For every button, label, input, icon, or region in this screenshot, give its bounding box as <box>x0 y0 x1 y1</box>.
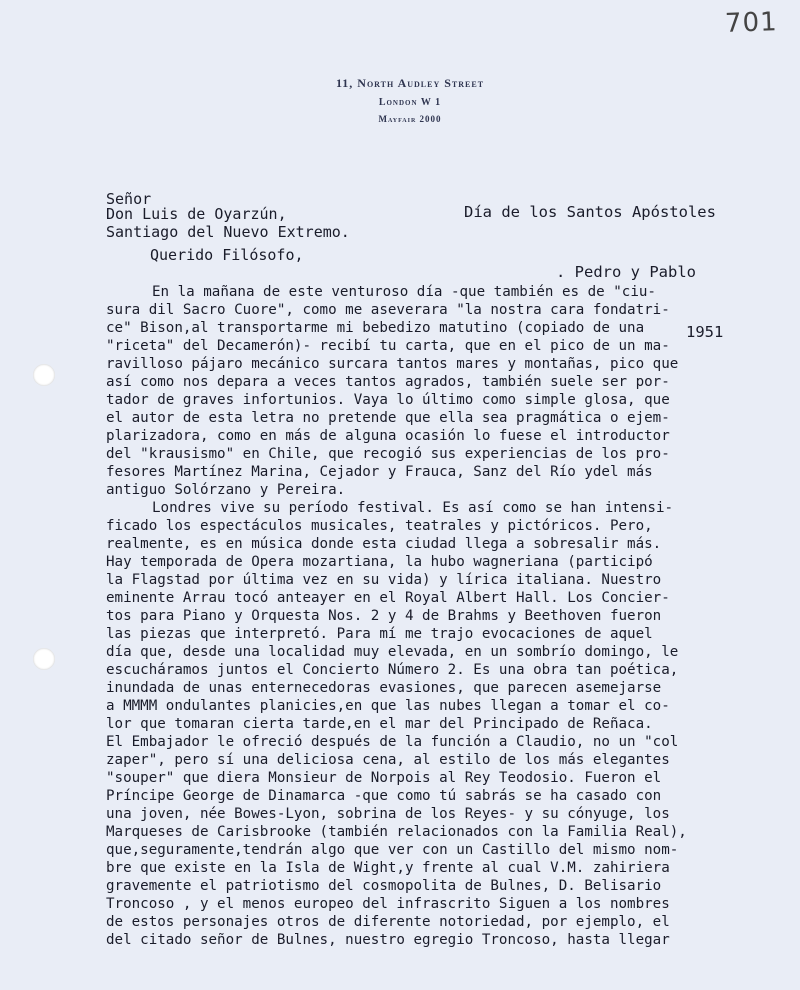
body-line: del "krausismo" en Chile, que recogió sus experiencias de los pro- <box>106 446 670 462</box>
body-line: lor que tomaran cierta tarde,en el mar del Principado de Reñaca. <box>106 716 653 732</box>
body-line: las piezas que interpretó. Para mí me trajo evocaciones de aquel <box>106 626 653 642</box>
letterhead <box>0 76 800 124</box>
archive-number: 701 <box>724 7 779 39</box>
body-line: Londres vive su período festival. Es así como se han intensi- <box>152 500 674 516</box>
body-line: El Embajador le ofreció después de la función a Claudio, no un "col <box>106 734 679 750</box>
body-line: día que, desde una localidad muy elevada, en un sombrío domingo, le <box>106 644 679 660</box>
body-line: inundada de unas enternecedoras evasiones, que parecen asemejarse <box>106 680 662 696</box>
punch-hole-bottom <box>33 648 55 670</box>
body-line: sura dil Sacro Cuore", como me aseverara "la nostra cara fondatri- <box>106 302 670 318</box>
body-line: del citado señor de Bulnes, nuestro egregio Troncoso, hasta llegar <box>106 932 670 948</box>
date-line: Día de los Santos Apóstoles <box>464 203 716 221</box>
body-line: gravemente el patriotismo del cosmopolita de Bulnes, D. Belisario <box>106 878 662 894</box>
body-line: eminente Arrau tocó anteayer en el Royal Albert Hall. Los Concier- <box>106 590 670 606</box>
body-line: que,seguramente,tendrán algo que ver con un Castillo del mismo nom- <box>106 842 679 858</box>
body-line: tador de graves infortunios. Vaya lo último como simple glosa, que <box>106 392 670 408</box>
body-line: realmente, es en música donde esta ciudad llega a sobresalir más. <box>106 536 662 552</box>
body-line: la Flagstad por última vez en su vida) y lírica italiana. Nuestro <box>106 572 662 588</box>
body-line: una joven, née Bowes-Lyon, sobrina de los Reyes- y su cónyuge, los <box>106 806 670 822</box>
date-line: 1951 <box>686 323 724 341</box>
body-line: el autor de esta letra no pretende que ella sea pragmática o ejem- <box>106 410 670 426</box>
body-line: plarizadora, como en más de alguna ocasión lo fuese el introductor <box>106 428 670 444</box>
body-line: Hay temporada de Opera mozartiana, la hubo wagneriana (participó <box>106 554 653 570</box>
date-line: . Pedro y Pablo <box>556 263 696 281</box>
body-line: antiguo Solórzano y Pereira. <box>106 482 346 498</box>
body-line: zaper", pero sí una deliciosa cena, al estilo de los más elegantes <box>106 752 670 768</box>
letterhead-city: London W 1 <box>378 97 442 108</box>
body-line: así como nos depara a veces tantos agrados, también suele ser por- <box>106 374 670 390</box>
body-line: Príncipe George de Dinamarca -que como tú sabrás se ha casado con <box>106 788 662 804</box>
body-line: En la mañana de este venturoso día -que también es de "ciu- <box>152 284 656 300</box>
body-line: de estos personajes otros de diferente notoriedad, por ejemplo, el <box>106 914 670 930</box>
body-line: Troncoso , y el menos europeo del infrascrito Siguen a los nombres <box>106 896 670 912</box>
body-line: ravilloso pájaro mecánico surcara tantos mares y montañas, pico que <box>106 356 679 372</box>
body-line: escucháramos juntos el Concierto Número 2. Es una obra tan poética, <box>106 662 679 678</box>
letterhead-phone: Mayfair 2000 <box>378 114 442 124</box>
addressee-name: Don Luis de Oyarzún, <box>106 205 287 223</box>
body-line: bre que existe en la Isla de Wight,y frente al cual V.M. zahiriera <box>106 860 670 876</box>
body-line: fesores Martínez Marina, Cejador y Frauca, Sanz del Río ydel más <box>106 464 653 480</box>
body-line: ficado los espectáculos musicales, teatrales y pictóricos. Pero, <box>106 518 653 534</box>
body-line: Marqueses de Carisbrooke (también relacionados con la Familia Real), <box>106 824 687 840</box>
body-line: tos para Piano y Orquesta Nos. 2 y 4 de Brahms y Beethoven fueron <box>106 608 662 624</box>
body-line: a MMMM ondulantes planicies,en que las nubes llegan a tomar el co- <box>106 698 670 714</box>
body-line: ce" Bison,al transportarme mi bebedizo matutino (copiado de una <box>106 320 645 336</box>
body-line: "riceta" del Decamerón)- recibí tu carta, que en el pico de un ma- <box>106 338 670 354</box>
punch-hole-top <box>33 364 55 386</box>
body-line: "souper" que diera Monsieur de Norpois al Rey Teodosio. Fueron el <box>106 770 662 786</box>
addressee-title: Señor <box>106 190 152 208</box>
letterhead-street: 11, North Audley Street <box>335 76 485 90</box>
salutation: Querido Filósofo, <box>150 246 304 264</box>
addressee-city: Santiago del Nuevo Extremo. <box>106 223 350 241</box>
